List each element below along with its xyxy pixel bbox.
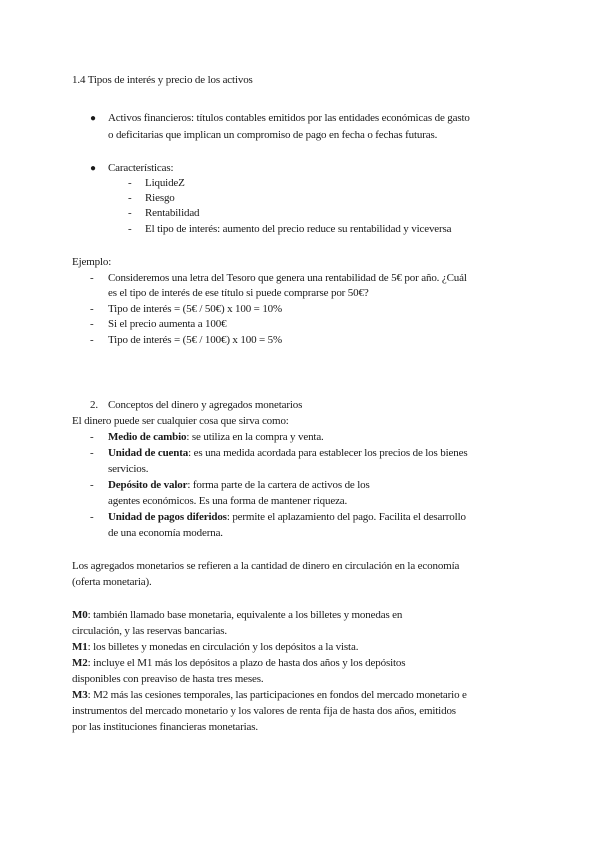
bullet1-line1: Activos financieros: títulos contables emitidos por las entidades económicas de gasto (108, 112, 470, 124)
dash-icon: - (90, 431, 94, 443)
function-item (108, 511, 466, 524)
aggregates-intro-line2: (oferta monetaria). (72, 576, 152, 588)
characteristic-item: Riesgo (145, 192, 175, 204)
aggregate-continuation: por las instituciones financieras monetarias. (72, 721, 258, 733)
example-item1-line1: Consideremos una letra del Tesoro que genera una rentabilidad de 5€ por año. ¿Cuál (108, 272, 467, 284)
aggregate-text: : también llamado base monetaria, equivalente a los billetes y monedas en (87, 609, 403, 621)
dash-icon: - (128, 207, 132, 219)
characteristic-item: El tipo de interés: aumento del precio reduce su rentabilidad y viceversa (145, 223, 452, 235)
example-item3: Si el precio aumenta a 100€ (108, 318, 227, 330)
aggregate-m2 (72, 657, 405, 670)
function-continuation: servicios. (108, 463, 149, 475)
example-item2: Tipo de interés = (5€ / 50€) x 100 = 10% (108, 303, 283, 315)
function-continuation: de una economía moderna. (108, 527, 223, 539)
example-item4: Tipo de interés = (5€ / 100€) x 100 = 5% (108, 334, 283, 346)
function-text: : se utiliza en la compra y venta. (186, 431, 324, 443)
function-item (108, 479, 370, 492)
dash-icon: - (90, 272, 94, 284)
aggregate-continuation: circulación, y las reservas bancarias. (72, 625, 227, 637)
function-continuation: agentes económicos. Es una forma de mantener riqueza. (108, 495, 348, 507)
section2-heading: Conceptos del dinero y agregados monetarios (108, 399, 303, 411)
dash-icon: - (90, 318, 94, 330)
dash-icon: - (90, 334, 94, 346)
aggregate-m0 (72, 609, 402, 622)
dash-icon: - (90, 447, 94, 459)
section2-intro: El dinero puede ser cualquier cosa que sirva como: (72, 415, 289, 427)
aggregate-m1 (72, 641, 358, 654)
function-term: Depósito de valor (108, 479, 188, 491)
bullet-icon: ● (90, 163, 96, 174)
function-text: : forma parte de la cartera de activos de los (187, 479, 370, 491)
function-item (108, 447, 467, 460)
dash-icon: - (128, 192, 132, 204)
aggregate-term: M2 (72, 657, 88, 669)
function-item (108, 431, 324, 444)
function-text: : permite el aplazamiento del pago. Facilita el desarrollo (226, 511, 466, 523)
aggregate-term: M0 (72, 609, 88, 621)
aggregate-text: : los billetes y monedas en circulación y los depósitos a la vista. (87, 641, 359, 653)
dash-icon: - (128, 223, 132, 235)
aggregate-text: : incluye el M1 más los depósitos a plazo de hasta dos años y los depósitos (87, 657, 406, 669)
dash-icon: - (128, 177, 132, 189)
aggregate-continuation: disponibles con preaviso de hasta tres meses. (72, 673, 264, 685)
section1-heading: 1.4 Tipos de interés y precio de los activos (72, 74, 253, 86)
aggregates-intro-line1: Los agregados monetarios se refieren a la cantidad de dinero en circulación en la economía (72, 560, 460, 572)
bullet-icon: ● (90, 113, 96, 124)
aggregate-term: M3 (72, 689, 88, 701)
aggregate-m3 (72, 689, 467, 702)
section2-number: 2. (90, 399, 98, 411)
example-label: Ejemplo: (72, 256, 112, 268)
aggregate-continuation: instrumentos del mercado monetario y los valores de renta fija de hasta dos años, emitidos (72, 705, 456, 717)
function-term: Unidad de cuenta (108, 447, 189, 459)
function-text: : es una medida acordada para establecer los precios de los bienes (188, 447, 468, 459)
characteristic-item: LiquideZ (145, 177, 185, 189)
bullet1-line2: o deficitarias que implican un compromiso de pago en fecha o fechas futuras. (108, 129, 438, 141)
aggregate-term: M1 (72, 641, 88, 653)
dash-icon: - (90, 511, 94, 523)
characteristics-label: Características: (108, 162, 174, 174)
function-term: Unidad de pagos diferidos (108, 511, 227, 523)
dash-icon: - (90, 303, 94, 315)
function-term: Medio de cambio (108, 431, 187, 443)
dash-icon: - (90, 479, 94, 491)
characteristic-item: Rentabilidad (145, 207, 200, 219)
aggregate-text: : M2 más las cesiones temporales, las participaciones en fondos del mercado monetario e (87, 689, 467, 701)
example-item1-line2: es el tipo de interés de ese título si puede comprarse por 50€? (108, 287, 369, 299)
